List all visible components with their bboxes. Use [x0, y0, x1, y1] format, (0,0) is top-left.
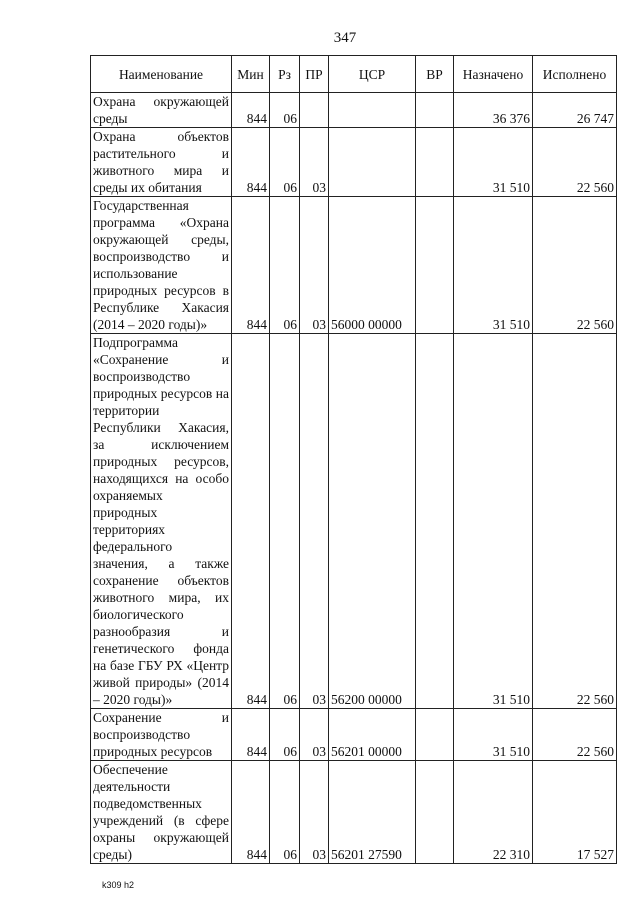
row-csr — [329, 93, 416, 128]
row-executed: 22 560 — [533, 128, 617, 197]
row-assigned: 31 510 — [454, 334, 533, 709]
row-pr: 03 — [300, 197, 329, 334]
row-pr: 03 — [300, 334, 329, 709]
row-rz: 06 — [270, 93, 300, 128]
header-vr: ВР — [416, 56, 454, 93]
header-csr: ЦСР — [329, 56, 416, 93]
table-row — [91, 709, 617, 761]
header-executed: Исполнено — [533, 56, 617, 93]
row-assigned: 22 310 — [454, 761, 533, 864]
table-row — [91, 334, 617, 709]
row-csr: 56201 00000 — [329, 709, 416, 761]
row-rz: 06 — [270, 761, 300, 864]
row-vr — [416, 709, 454, 761]
row-assigned: 36 376 — [454, 93, 533, 128]
header-min: Мин — [232, 56, 270, 93]
row-assigned: 31 510 — [454, 128, 533, 197]
budget-table — [90, 55, 617, 864]
row-vr — [416, 197, 454, 334]
row-vr — [416, 128, 454, 197]
row-executed: 26 747 — [533, 93, 617, 128]
row-pr: 03 — [300, 128, 329, 197]
row-executed: 22 560 — [533, 334, 617, 709]
row-rz: 06 — [270, 197, 300, 334]
row-pr: 03 — [300, 761, 329, 864]
row-vr — [416, 334, 454, 709]
row-pr: 03 — [300, 709, 329, 761]
row-executed: 17 527 — [533, 761, 617, 864]
row-vr — [416, 761, 454, 864]
table-row — [91, 93, 617, 128]
row-csr: 56201 27590 — [329, 761, 416, 864]
header-rz: Рз — [270, 56, 300, 93]
row-rz: 06 — [270, 128, 300, 197]
table-row — [91, 128, 617, 197]
table-row — [91, 761, 617, 864]
row-name: Государственная программа «Охрана окружающей среды, воспроизводство и использование природных ресурсов в Республике Хакасия (2014 – 2020 годы)» — [91, 197, 232, 334]
header-pr: ПР — [300, 56, 329, 93]
row-vr — [416, 93, 454, 128]
row-executed: 22 560 — [533, 197, 617, 334]
row-min: 844 — [232, 197, 270, 334]
header-assigned: Назначено — [454, 56, 533, 93]
row-name: Охрана окружающей среды — [91, 93, 232, 128]
row-csr — [329, 128, 416, 197]
row-min: 844 — [232, 93, 270, 128]
table-row — [91, 197, 617, 334]
row-csr: 56200 00000 — [329, 334, 416, 709]
table-header-row — [91, 56, 617, 93]
row-csr: 56000 00000 — [329, 197, 416, 334]
footer-code: k309 h2 — [102, 880, 135, 890]
page-number: 347 — [333, 30, 357, 46]
row-min: 844 — [232, 334, 270, 709]
row-rz: 06 — [270, 334, 300, 709]
row-executed: 22 560 — [533, 709, 617, 761]
row-rz: 06 — [270, 709, 300, 761]
row-min: 844 — [232, 761, 270, 864]
row-pr — [300, 93, 329, 128]
header-name: Наименование — [91, 56, 232, 93]
row-min: 844 — [232, 709, 270, 761]
row-assigned: 31 510 — [454, 709, 533, 761]
row-name: Подпрограмма «Сохранение и воспроизводство природных ресурсов на территории Республики Хакасия, за исключением природных ресурсов, находящихся на особо охраняемых природных территориях федерального значения, а также сохранение объектов животного мира, их биологического разнообразия и генетического фонда на базе ГБУ РХ «Центр живой природы» (2014 – 2020 годы)» — [91, 334, 232, 709]
row-min: 844 — [232, 128, 270, 197]
row-name: Обеспечение деятельности подведомственных учреждений (в сфере охраны окружающей среды) — [91, 761, 232, 864]
row-name: Охрана объектов растительного и животного мира и среды их обитания — [91, 128, 232, 197]
row-assigned: 31 510 — [454, 197, 533, 334]
row-name: Сохранение и воспроизводство природных ресурсов — [91, 709, 232, 761]
